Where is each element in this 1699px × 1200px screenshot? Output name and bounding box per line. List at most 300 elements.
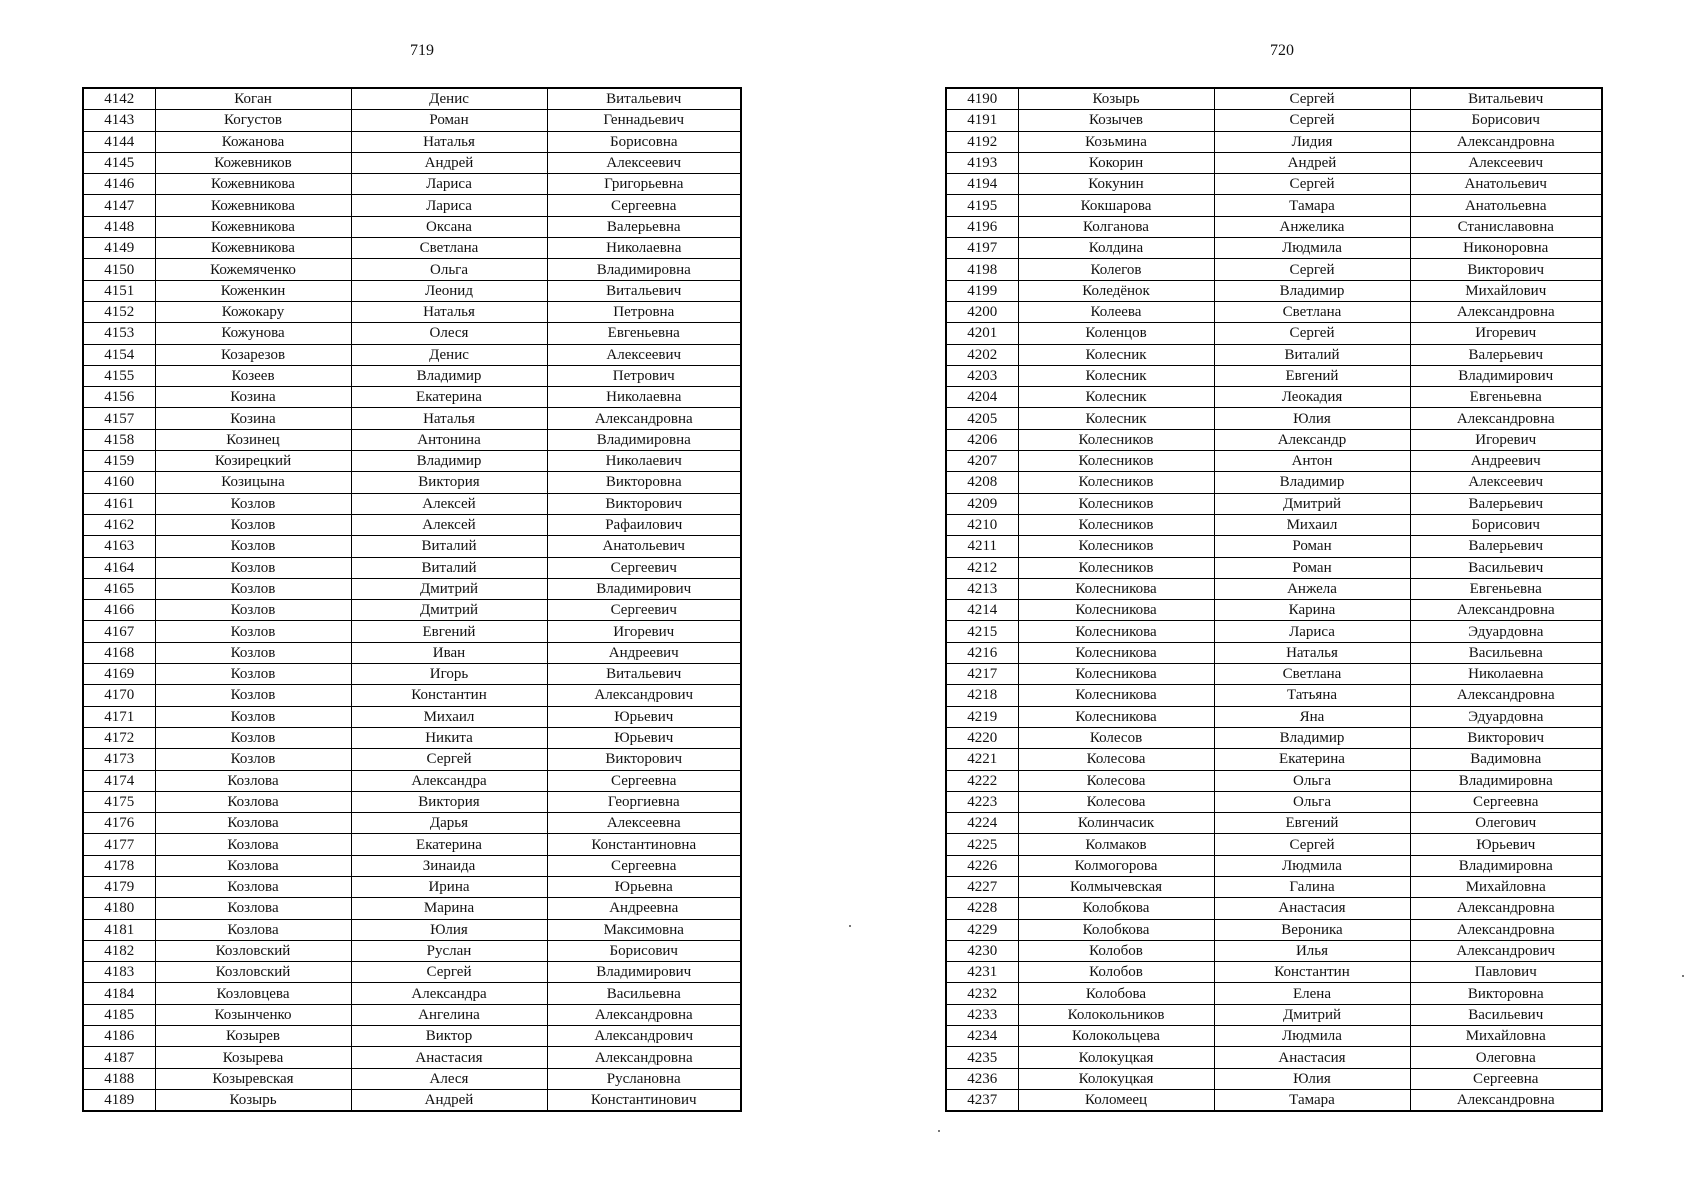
first-name-cell: Оксана [351, 216, 547, 237]
number-cell: 4160 [83, 472, 155, 493]
patronymic-cell: Юрьевич [547, 727, 741, 748]
surname-cell: Козлова [155, 791, 351, 812]
first-name-cell: Лидия [1214, 131, 1410, 152]
number-cell: 4182 [83, 940, 155, 961]
surname-cell: Козлова [155, 876, 351, 897]
number-cell: 4236 [946, 1068, 1018, 1089]
patronymic-cell: Петрович [547, 365, 741, 386]
surname-cell: Кокшарова [1018, 195, 1214, 216]
number-cell: 4167 [83, 621, 155, 642]
first-name-cell: Юлия [1214, 408, 1410, 429]
surname-cell: Козеев [155, 365, 351, 386]
table-row [946, 1047, 1602, 1068]
first-name-cell: Роман [351, 110, 547, 131]
first-name-cell: Юлия [1214, 1068, 1410, 1089]
table-row [83, 876, 741, 897]
first-name-cell: Ангелина [351, 1004, 547, 1025]
patronymic-cell: Алексеевич [1410, 152, 1602, 173]
number-cell: 4179 [83, 876, 155, 897]
table-row [83, 152, 741, 173]
surname-cell: Колокольников [1018, 1004, 1214, 1025]
patronymic-cell: Рафаилович [547, 514, 741, 535]
first-name-cell: Лариса [1214, 621, 1410, 642]
number-cell: 4218 [946, 685, 1018, 706]
surname-cell: Колеева [1018, 301, 1214, 322]
patronymic-cell: Александровна [547, 408, 741, 429]
first-name-cell: Наталья [351, 131, 547, 152]
surname-cell: Колесов [1018, 727, 1214, 748]
table-row [946, 1068, 1602, 1089]
patronymic-cell: Алексеевич [547, 152, 741, 173]
number-cell: 4195 [946, 195, 1018, 216]
number-cell: 4229 [946, 919, 1018, 940]
first-name-cell: Алексей [351, 493, 547, 514]
patronymic-cell: Александрович [547, 1026, 741, 1047]
number-cell: 4150 [83, 259, 155, 280]
left-table-body [83, 88, 741, 1111]
table-row [83, 642, 741, 663]
patronymic-cell: Алексеевна [547, 813, 741, 834]
number-cell: 4172 [83, 727, 155, 748]
left-page-number: 719 [410, 42, 434, 59]
first-name-cell: Владимир [351, 365, 547, 386]
surname-cell: Колесова [1018, 791, 1214, 812]
first-name-cell: Вероника [1214, 919, 1410, 940]
first-name-cell: Дмитрий [351, 578, 547, 599]
first-name-cell: Галина [1214, 876, 1410, 897]
surname-cell: Козлова [155, 855, 351, 876]
table-row [946, 919, 1602, 940]
first-name-cell: Лариса [351, 174, 547, 195]
table-row [946, 1004, 1602, 1025]
patronymic-cell: Петровна [547, 301, 741, 322]
number-cell: 4197 [946, 238, 1018, 259]
surname-cell: Колесник [1018, 408, 1214, 429]
patronymic-cell: Константиновна [547, 834, 741, 855]
first-name-cell: Сергей [1214, 834, 1410, 855]
number-cell: 4199 [946, 280, 1018, 301]
surname-cell: Кожевникова [155, 174, 351, 195]
patronymic-cell: Викторовна [1410, 983, 1602, 1004]
table-row [946, 131, 1602, 152]
number-cell: 4204 [946, 387, 1018, 408]
patronymic-cell: Сергеевна [1410, 791, 1602, 812]
patronymic-cell: Владимировна [547, 259, 741, 280]
first-name-cell: Леонид [351, 280, 547, 301]
patronymic-cell: Александровна [547, 1047, 741, 1068]
first-name-cell: Анастасия [351, 1047, 547, 1068]
patronymic-cell: Александровна [1410, 685, 1602, 706]
surname-cell: Кожевникова [155, 216, 351, 237]
number-cell: 4202 [946, 344, 1018, 365]
number-cell: 4186 [83, 1026, 155, 1047]
table-row [83, 110, 741, 131]
patronymic-cell: Валерьевич [1410, 493, 1602, 514]
number-cell: 4180 [83, 898, 155, 919]
first-name-cell: Ольга [1214, 791, 1410, 812]
surname-cell: Козлов [155, 536, 351, 557]
patronymic-cell: Олегович [1410, 813, 1602, 834]
surname-cell: Козырев [155, 1026, 351, 1047]
first-name-cell: Иван [351, 642, 547, 663]
patronymic-cell: Александровна [1410, 301, 1602, 322]
patronymic-cell: Алексеевич [547, 344, 741, 365]
first-name-cell: Владимир [1214, 280, 1410, 301]
first-name-cell: Екатерина [351, 834, 547, 855]
surname-cell: Колобкова [1018, 898, 1214, 919]
surname-cell: Козловский [155, 940, 351, 961]
number-cell: 4147 [83, 195, 155, 216]
table-row [946, 962, 1602, 983]
table-row [83, 1004, 741, 1025]
first-name-cell: Людмила [1214, 855, 1410, 876]
left-register-table [82, 87, 742, 1112]
first-name-cell: Константин [1214, 962, 1410, 983]
table-row [83, 727, 741, 748]
table-row [83, 131, 741, 152]
first-name-cell: Антонина [351, 429, 547, 450]
number-cell: 4230 [946, 940, 1018, 961]
first-name-cell: Владимир [351, 451, 547, 472]
table-row [946, 1026, 1602, 1047]
table-row [946, 855, 1602, 876]
patronymic-cell: Александрович [547, 685, 741, 706]
surname-cell: Колесников [1018, 472, 1214, 493]
patronymic-cell: Вадимовна [1410, 749, 1602, 770]
first-name-cell: Сергей [351, 749, 547, 770]
number-cell: 4221 [946, 749, 1018, 770]
surname-cell: Козарезов [155, 344, 351, 365]
surname-cell: Козынченко [155, 1004, 351, 1025]
first-name-cell: Роман [1214, 557, 1410, 578]
table-row [83, 1026, 741, 1047]
number-cell: 4232 [946, 983, 1018, 1004]
first-name-cell: Людмила [1214, 238, 1410, 259]
first-name-cell: Виталий [351, 557, 547, 578]
patronymic-cell: Андреевич [1410, 451, 1602, 472]
patronymic-cell: Павлович [1410, 962, 1602, 983]
number-cell: 4170 [83, 685, 155, 706]
first-name-cell: Виктория [351, 472, 547, 493]
patronymic-cell: Викторович [547, 493, 741, 514]
number-cell: 4223 [946, 791, 1018, 812]
first-name-cell: Дмитрий [1214, 1004, 1410, 1025]
number-cell: 4164 [83, 557, 155, 578]
first-name-cell: Виталий [1214, 344, 1410, 365]
table-row [83, 834, 741, 855]
table-row [946, 323, 1602, 344]
patronymic-cell: Александровна [1410, 600, 1602, 621]
first-name-cell: Александр [1214, 429, 1410, 450]
number-cell: 4196 [946, 216, 1018, 237]
number-cell: 4149 [83, 238, 155, 259]
patronymic-cell: Владимирович [1410, 365, 1602, 386]
table-row [83, 493, 741, 514]
number-cell: 4235 [946, 1047, 1018, 1068]
table-row [946, 195, 1602, 216]
table-row [83, 451, 741, 472]
first-name-cell: Наталья [351, 301, 547, 322]
table-row [83, 387, 741, 408]
patronymic-cell: Эдуардовна [1410, 621, 1602, 642]
surname-cell: Козыревская [155, 1068, 351, 1089]
patronymic-cell: Юрьевич [1410, 834, 1602, 855]
scan-speck [849, 925, 851, 927]
patronymic-cell: Александрович [1410, 940, 1602, 961]
number-cell: 4217 [946, 664, 1018, 685]
first-name-cell: Ольга [1214, 770, 1410, 791]
patronymic-cell: Станиславовна [1410, 216, 1602, 237]
first-name-cell: Светлана [1214, 664, 1410, 685]
surname-cell: Кожевников [155, 152, 351, 173]
number-cell: 4189 [83, 1089, 155, 1111]
table-row [83, 919, 741, 940]
surname-cell: Козинец [155, 429, 351, 450]
patronymic-cell: Геннадьевич [547, 110, 741, 131]
patronymic-cell: Витальевич [547, 280, 741, 301]
surname-cell: Кокунин [1018, 174, 1214, 195]
first-name-cell: Татьяна [1214, 685, 1410, 706]
number-cell: 4190 [946, 88, 1018, 110]
first-name-cell: Сергей [1214, 110, 1410, 131]
surname-cell: Козлов [155, 578, 351, 599]
patronymic-cell: Васильевна [1410, 642, 1602, 663]
table-row [946, 387, 1602, 408]
number-cell: 4183 [83, 962, 155, 983]
number-cell: 4158 [83, 429, 155, 450]
patronymic-cell: Николаевна [547, 238, 741, 259]
surname-cell: Кожокару [155, 301, 351, 322]
first-name-cell: Игорь [351, 664, 547, 685]
patronymic-cell: Александровна [1410, 898, 1602, 919]
surname-cell: Козырь [1018, 88, 1214, 110]
patronymic-cell: Васильевна [547, 983, 741, 1004]
right-table-body [946, 88, 1602, 1111]
patronymic-cell: Валерьевич [1410, 344, 1602, 365]
number-cell: 4237 [946, 1089, 1018, 1111]
number-cell: 4205 [946, 408, 1018, 429]
table-row [946, 451, 1602, 472]
surname-cell: Колесник [1018, 365, 1214, 386]
table-row [83, 195, 741, 216]
surname-cell: Колмычевская [1018, 876, 1214, 897]
surname-cell: Козлов [155, 749, 351, 770]
first-name-cell: Тамара [1214, 1089, 1410, 1111]
first-name-cell: Сергей [351, 962, 547, 983]
first-name-cell: Алеся [351, 1068, 547, 1089]
table-row [946, 876, 1602, 897]
number-cell: 4154 [83, 344, 155, 365]
patronymic-cell: Александровна [1410, 1089, 1602, 1111]
table-row [946, 259, 1602, 280]
number-cell: 4171 [83, 706, 155, 727]
surname-cell: Козлова [155, 770, 351, 791]
table-row [946, 514, 1602, 535]
surname-cell: Колганова [1018, 216, 1214, 237]
number-cell: 4207 [946, 451, 1018, 472]
first-name-cell: Екатерина [351, 387, 547, 408]
surname-cell: Когустов [155, 110, 351, 131]
first-name-cell: Марина [351, 898, 547, 919]
patronymic-cell: Александровна [547, 1004, 741, 1025]
number-cell: 4213 [946, 578, 1018, 599]
patronymic-cell: Григорьевна [547, 174, 741, 195]
patronymic-cell: Игоревич [547, 621, 741, 642]
patronymic-cell: Олеговна [1410, 1047, 1602, 1068]
table-row [83, 174, 741, 195]
number-cell: 4153 [83, 323, 155, 344]
patronymic-cell: Витальевич [547, 88, 741, 110]
number-cell: 4161 [83, 493, 155, 514]
table-row [946, 238, 1602, 259]
table-row [946, 110, 1602, 131]
table-row [83, 898, 741, 919]
first-name-cell: Денис [351, 88, 547, 110]
first-name-cell: Людмила [1214, 1026, 1410, 1047]
first-name-cell: Анжела [1214, 578, 1410, 599]
table-row [946, 429, 1602, 450]
patronymic-cell: Константинович [547, 1089, 741, 1111]
table-row [83, 813, 741, 834]
number-cell: 4216 [946, 642, 1018, 663]
table-row [946, 472, 1602, 493]
number-cell: 4148 [83, 216, 155, 237]
table-row [83, 791, 741, 812]
number-cell: 4194 [946, 174, 1018, 195]
patronymic-cell: Викторович [547, 749, 741, 770]
number-cell: 4198 [946, 259, 1018, 280]
patronymic-cell: Анатольевич [547, 536, 741, 557]
table-row [946, 600, 1602, 621]
surname-cell: Колобов [1018, 962, 1214, 983]
table-row [83, 685, 741, 706]
surname-cell: Колесникова [1018, 621, 1214, 642]
table-row [83, 1068, 741, 1089]
table-row [83, 88, 741, 110]
patronymic-cell: Борисович [547, 940, 741, 961]
table-row [83, 259, 741, 280]
table-row [946, 664, 1602, 685]
surname-cell: Колинчасик [1018, 813, 1214, 834]
patronymic-cell: Владимировна [1410, 770, 1602, 791]
table-row [946, 813, 1602, 834]
surname-cell: Колесникова [1018, 600, 1214, 621]
table-row [83, 1089, 741, 1111]
patronymic-cell: Михайловна [1410, 876, 1602, 897]
first-name-cell: Андрей [351, 152, 547, 173]
right-page-number: 720 [1270, 42, 1294, 59]
table-row [83, 770, 741, 791]
number-cell: 4166 [83, 600, 155, 621]
number-cell: 4169 [83, 664, 155, 685]
first-name-cell: Дмитрий [1214, 493, 1410, 514]
patronymic-cell: Сергеевна [1410, 1068, 1602, 1089]
patronymic-cell: Александровна [1410, 408, 1602, 429]
first-name-cell: Ольга [351, 259, 547, 280]
scan-speck [938, 1130, 940, 1132]
first-name-cell: Андрей [1214, 152, 1410, 173]
patronymic-cell: Александровна [1410, 919, 1602, 940]
table-row [83, 621, 741, 642]
patronymic-cell: Эдуардовна [1410, 706, 1602, 727]
number-cell: 4233 [946, 1004, 1018, 1025]
first-name-cell: Евгений [1214, 365, 1410, 386]
first-name-cell: Наталья [351, 408, 547, 429]
patronymic-cell: Викторович [1410, 259, 1602, 280]
number-cell: 4191 [946, 110, 1018, 131]
table-row [946, 408, 1602, 429]
surname-cell: Козлова [155, 813, 351, 834]
first-name-cell: Карина [1214, 600, 1410, 621]
table-row [83, 664, 741, 685]
table-row [946, 706, 1602, 727]
number-cell: 4188 [83, 1068, 155, 1089]
table-row [83, 408, 741, 429]
surname-cell: Колесникова [1018, 685, 1214, 706]
table-row [946, 1089, 1602, 1111]
first-name-cell: Анастасия [1214, 1047, 1410, 1068]
table-row [83, 557, 741, 578]
number-cell: 4224 [946, 813, 1018, 834]
surname-cell: Кожевникова [155, 195, 351, 216]
surname-cell: Колесников [1018, 429, 1214, 450]
surname-cell: Колесова [1018, 770, 1214, 791]
number-cell: 4145 [83, 152, 155, 173]
patronymic-cell: Максимовна [547, 919, 741, 940]
number-cell: 4212 [946, 557, 1018, 578]
patronymic-cell: Георгиевна [547, 791, 741, 812]
number-cell: 4155 [83, 365, 155, 386]
surname-cell: Колесников [1018, 493, 1214, 514]
number-cell: 4187 [83, 1047, 155, 1068]
surname-cell: Козловцева [155, 983, 351, 1004]
first-name-cell: Елена [1214, 983, 1410, 1004]
number-cell: 4215 [946, 621, 1018, 642]
patronymic-cell: Игоревич [1410, 323, 1602, 344]
number-cell: 4192 [946, 131, 1018, 152]
number-cell: 4176 [83, 813, 155, 834]
patronymic-cell: Николаевна [547, 387, 741, 408]
surname-cell: Козлов [155, 727, 351, 748]
first-name-cell: Антон [1214, 451, 1410, 472]
table-row [83, 1047, 741, 1068]
first-name-cell: Анжелика [1214, 216, 1410, 237]
first-name-cell: Евгений [1214, 813, 1410, 834]
first-name-cell: Константин [351, 685, 547, 706]
surname-cell: Коженкин [155, 280, 351, 301]
table-row [83, 983, 741, 1004]
patronymic-cell: Михайлович [1410, 280, 1602, 301]
patronymic-cell: Владимирович [547, 578, 741, 599]
surname-cell: Колегов [1018, 259, 1214, 280]
surname-cell: Козина [155, 408, 351, 429]
number-cell: 4222 [946, 770, 1018, 791]
number-cell: 4227 [946, 876, 1018, 897]
first-name-cell: Виталий [351, 536, 547, 557]
patronymic-cell: Алексеевич [1410, 472, 1602, 493]
surname-cell: Колобов [1018, 940, 1214, 961]
surname-cell: Козицына [155, 472, 351, 493]
table-row [83, 280, 741, 301]
number-cell: 4226 [946, 855, 1018, 876]
patronymic-cell: Никоноровна [1410, 238, 1602, 259]
number-cell: 4174 [83, 770, 155, 791]
first-name-cell: Сергей [1214, 174, 1410, 195]
right-register-table [945, 87, 1603, 1112]
first-name-cell: Олеся [351, 323, 547, 344]
patronymic-cell: Игоревич [1410, 429, 1602, 450]
surname-cell: Колесникова [1018, 642, 1214, 663]
